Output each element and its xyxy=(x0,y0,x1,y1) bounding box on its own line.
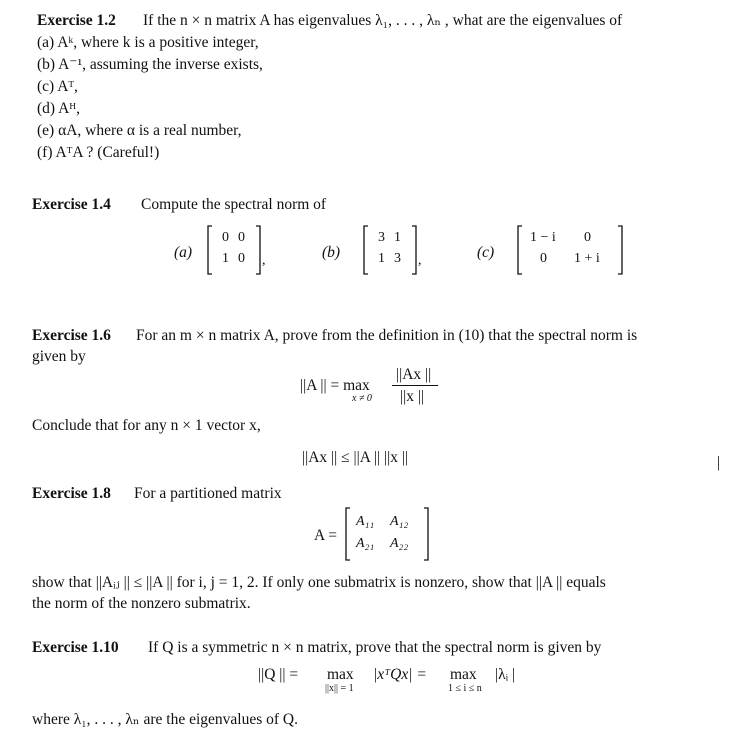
matrix-b-brackets xyxy=(362,224,422,276)
matrix-c-cell: 1 − i xyxy=(530,230,556,245)
ex16-eq2: ||Ax || ≤ ||A || ||x || xyxy=(302,449,409,466)
partitioned-matrix-cell: A₁₁ xyxy=(356,514,375,529)
matrix-a-comma: , xyxy=(262,253,266,268)
matrix-b-comma: , xyxy=(418,253,422,268)
ex110-max2: max xyxy=(450,666,477,683)
partitioned-matrix-cell: A₁₂ xyxy=(390,514,409,529)
ex110-max2-sub: 1 ≤ i ≤ n xyxy=(448,683,482,694)
matrix-a-cell: 0 xyxy=(238,230,245,245)
ex12-header: Exercise 1.2 xyxy=(37,12,116,29)
matrix-c xyxy=(516,224,626,276)
matrix-c-cell: 1 + i xyxy=(574,251,600,266)
ex12-item-e: (e) αA, where α is a real number, xyxy=(37,122,242,139)
matrix-b-cell: 3 xyxy=(378,230,385,245)
ex110-mid: |xᵀQx| = xyxy=(373,666,427,683)
ex14-label-c: (c) xyxy=(477,244,495,261)
ex12-item-c: (c) Aᵀ, xyxy=(37,78,78,95)
ex12-item-a: (a) Aᵏ, where k is a positive integer, xyxy=(37,34,259,51)
matrix-c-cell: 0 xyxy=(584,230,591,245)
ex110-text: If Q is a symmetric n × n matrix, prove that the spectral norm is given by xyxy=(148,639,602,656)
ex110-max1-sub: ||x|| = 1 xyxy=(325,683,354,694)
ex110-rhs: |λᵢ | xyxy=(495,666,516,683)
matrix-b xyxy=(362,224,422,276)
ex18-lhs: A = xyxy=(314,527,337,544)
matrix-a-cell: 0 xyxy=(238,251,245,266)
ex16-header: Exercise 1.6 xyxy=(32,327,111,344)
matrix-a-cell: 0 xyxy=(222,230,229,245)
ex18-show-line1: show that ||Aᵢⱼ || ≤ ||A || for i, j = 1, 2. If only one submatrix is nonzero, show that ||A || equals xyxy=(32,574,606,591)
matrix-b-cell: 3 xyxy=(394,251,401,266)
ex16-fraction-bar xyxy=(392,385,438,386)
matrix-a-brackets xyxy=(206,224,266,276)
ex18-header: Exercise 1.8 xyxy=(32,485,111,502)
matrix-b-cell: 1 xyxy=(378,251,385,266)
ex16-eq1-numerator: ||Ax || xyxy=(396,366,432,383)
ex14-header: Exercise 1.4 xyxy=(32,196,111,213)
matrix-a xyxy=(206,224,266,276)
ex14-label-a: (a) xyxy=(174,244,193,261)
ex110-max1: max xyxy=(327,666,354,683)
matrix-b-cell: 1 xyxy=(394,230,401,245)
ex12-item-d: (d) Aᴴ, xyxy=(37,100,80,117)
ex18-show-line2: the norm of the nonzero submatrix. xyxy=(32,595,251,612)
ex110-header: Exercise 1.10 xyxy=(32,639,119,656)
partitioned-matrix-cell: A₂₂ xyxy=(390,536,409,551)
partitioned-matrix-cell: A₂₁ xyxy=(356,536,375,551)
ex14-text: Compute the spectral norm of xyxy=(141,196,327,213)
ex110-where: where λ₁, . . . , λₙ are the eigenvalues of Q. xyxy=(32,711,299,728)
ex16-text-line1: For an m × n matrix A, prove from the definition in (10) that the spectral norm is xyxy=(136,327,638,344)
ex16-eq1-sub: x ≠ 0 xyxy=(352,393,372,404)
ex12-item-b: (b) A⁻¹, assuming the inverse exists, xyxy=(37,56,263,73)
ex16-eq1-lhs: ||A || = max xyxy=(300,377,370,394)
partitioned-matrix xyxy=(344,506,432,562)
ex18-text: For a partitioned matrix xyxy=(134,485,282,502)
ex12-intro: If the n × n matrix A has eigenvalues λ₁, . . . , λₙ , what are the eigenvalues of xyxy=(143,12,623,29)
ex16-conclude: Conclude that for any n × 1 vector x, xyxy=(32,417,261,434)
ex16-eq1-denominator: ||x || xyxy=(400,388,425,405)
ex110-eq-lhs: ||Q || = xyxy=(258,666,299,683)
ex14-label-b: (b) xyxy=(322,244,341,261)
matrix-c-cell: 0 xyxy=(540,251,547,266)
ex12-item-f: (f) AᵀA ? (Careful!) xyxy=(37,144,160,161)
matrix-a-cell: 1 xyxy=(222,251,229,266)
ex16-text-line2: given by xyxy=(32,348,86,365)
margin-mark: | xyxy=(717,454,721,471)
